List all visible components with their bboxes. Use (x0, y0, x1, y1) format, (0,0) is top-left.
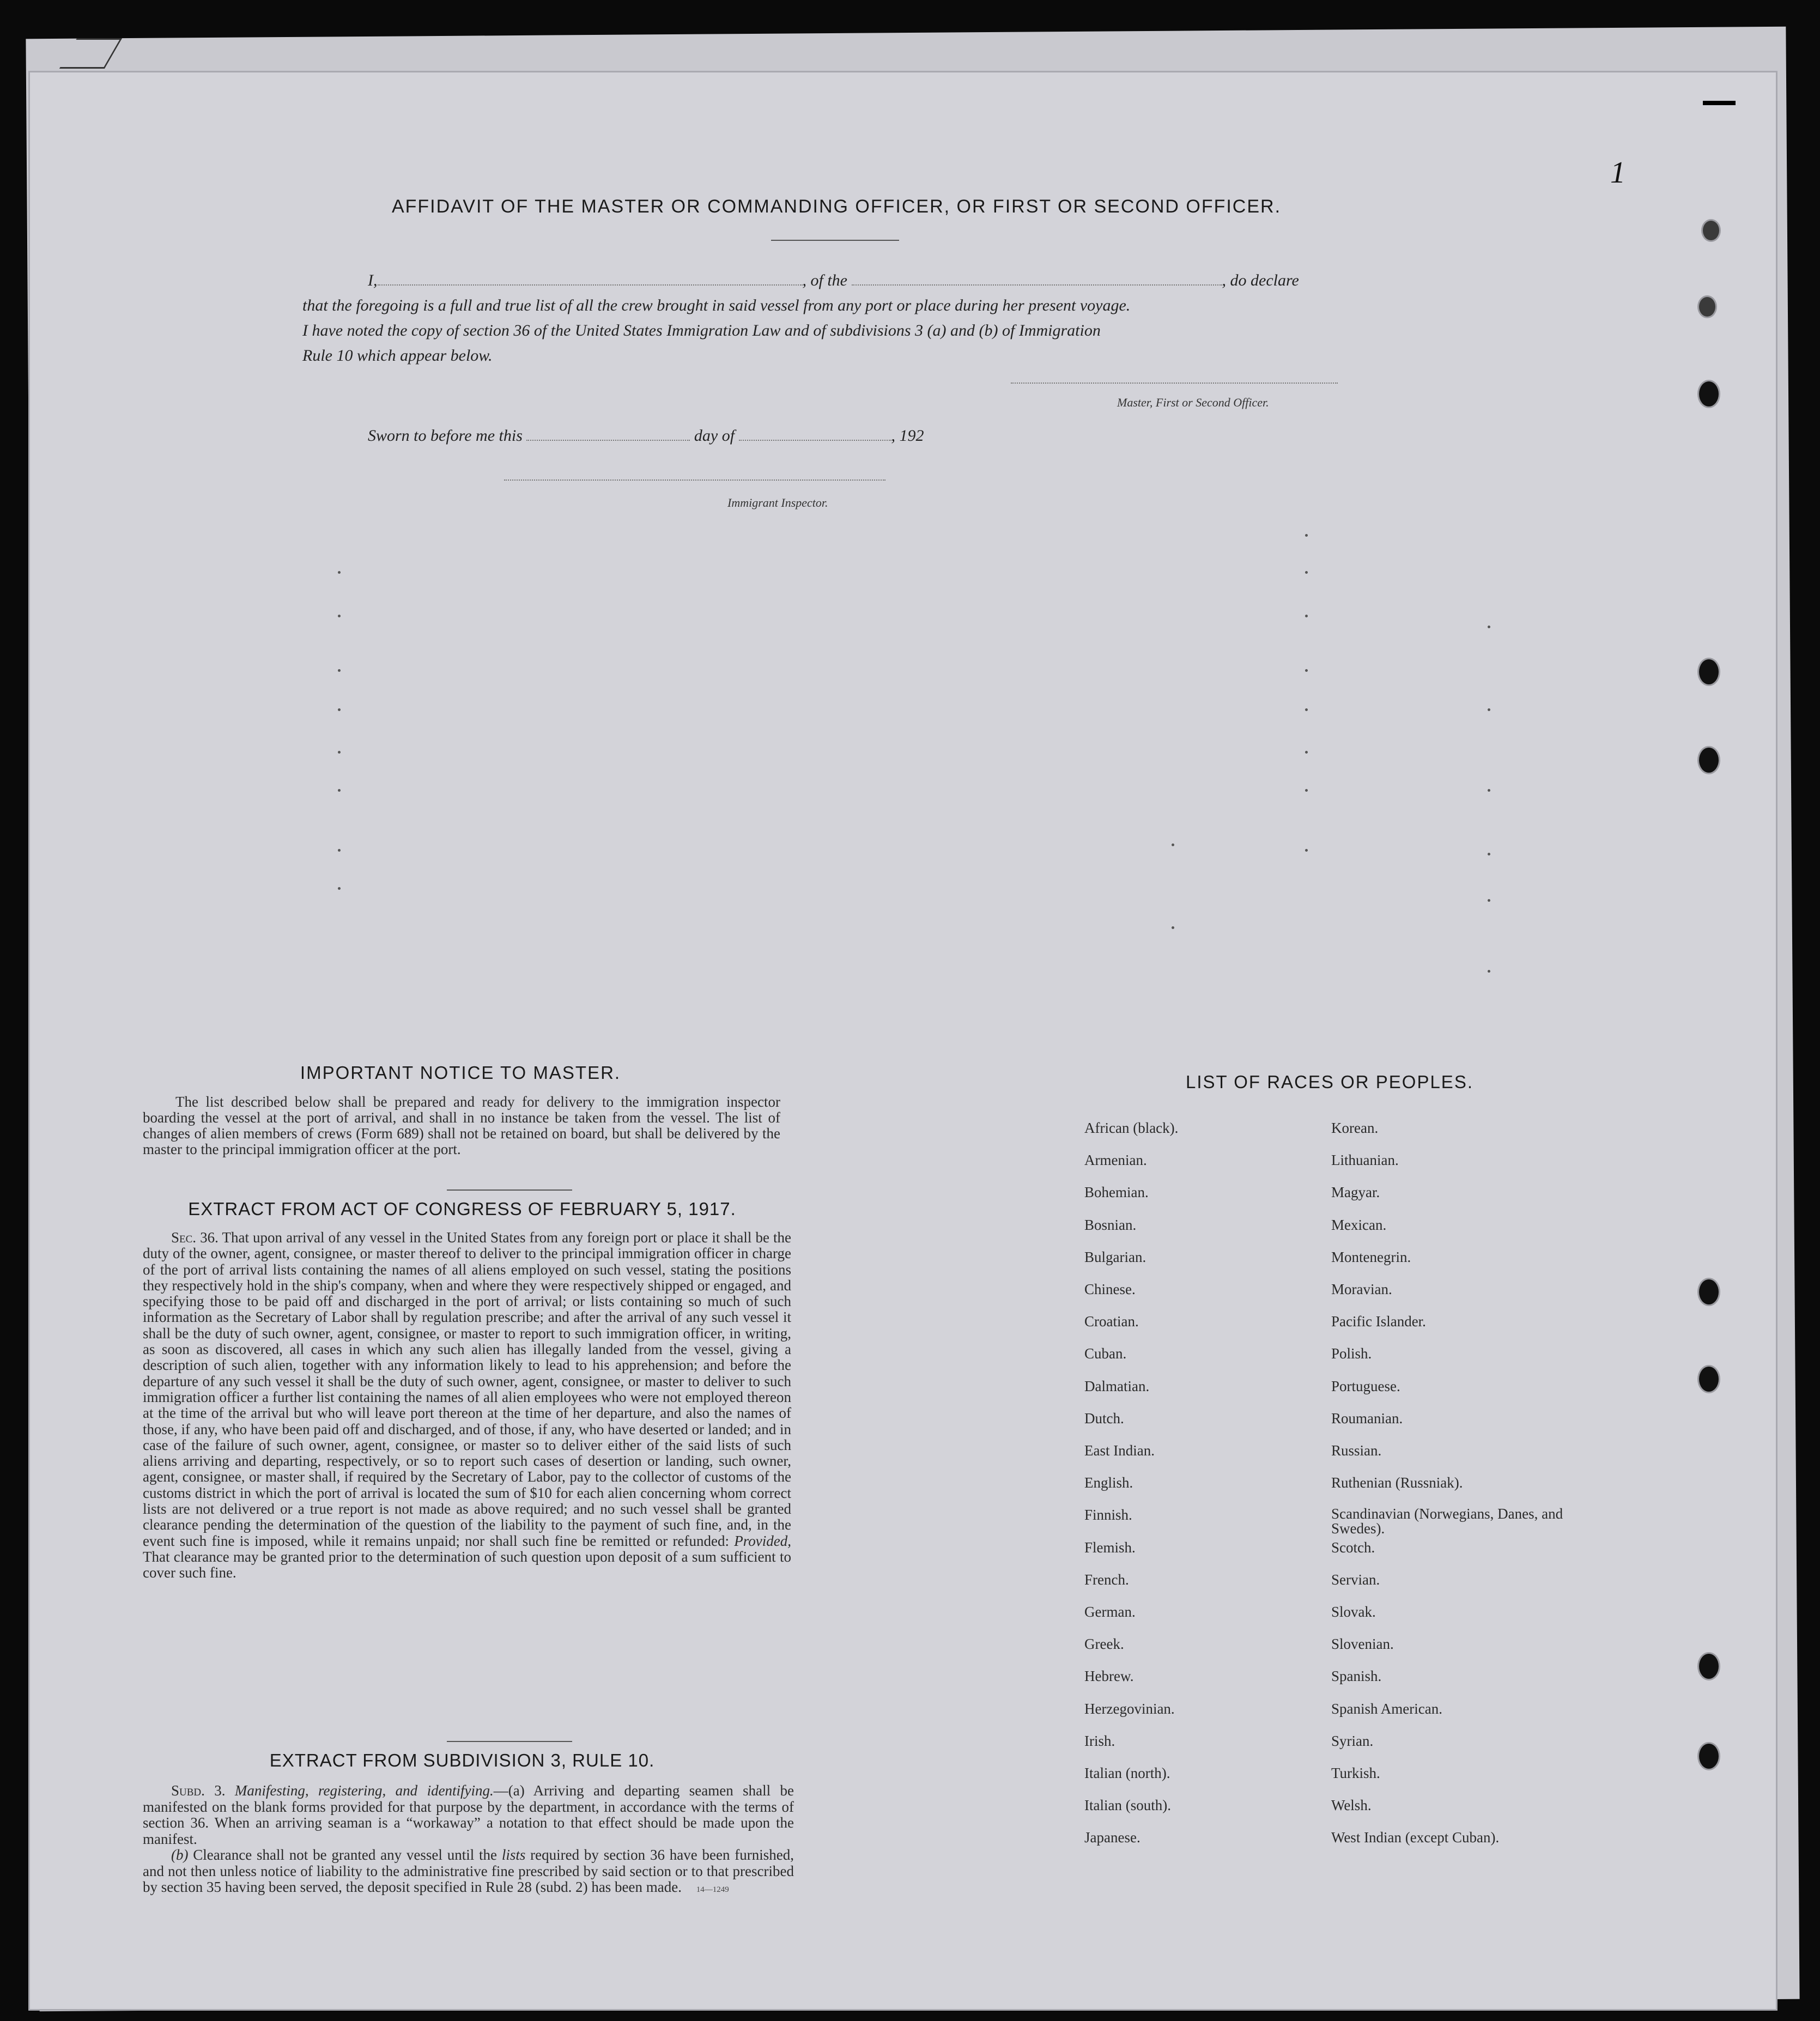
rule-subd-a (143, 1783, 794, 1847)
bleed-dot (1172, 843, 1174, 846)
race-item: Herzegovinian. (1084, 1700, 1175, 1717)
subd-b-lists: lists (501, 1847, 526, 1863)
race-item: French. (1084, 1571, 1129, 1588)
bleed-dot (338, 571, 341, 574)
race-item: Dutch. (1084, 1410, 1124, 1427)
name-blank[interactable] (378, 271, 803, 286)
vessel-blank[interactable] (852, 271, 1222, 286)
race-item: English. (1084, 1474, 1133, 1491)
bleed-dot (338, 615, 341, 617)
race-item: Dalmatian. (1084, 1377, 1150, 1394)
notice-rule (447, 1189, 572, 1191)
sworn-year: , 192 (891, 427, 924, 445)
race-item: Pacific Islander. (1331, 1313, 1426, 1330)
affidavit-line-4: Rule 10 which appear below. (302, 347, 493, 365)
race-item: German. (1084, 1604, 1136, 1620)
rule-title: EXTRACT FROM SUBDIVISION 3, RULE 10. (269, 1750, 655, 1770)
binder-hole (1699, 1279, 1719, 1304)
sworn-day-of: day of (694, 427, 735, 445)
notice-title: IMPORTANT NOTICE TO MASTER. (300, 1063, 621, 1083)
act-body-end: That clearance may be granted prior to the determination of such question upon deposit of a sum sufficient to cover such fine. (143, 1548, 791, 1581)
race-item: Russian. (1331, 1442, 1382, 1459)
page-edge-tab (1703, 101, 1736, 105)
bleed-dot (1305, 534, 1308, 537)
race-item: Moravian. (1331, 1281, 1392, 1297)
race-item: Armenian. (1084, 1152, 1147, 1169)
title-rule (771, 240, 899, 241)
binder-hole (1699, 1654, 1719, 1679)
race-item: Bulgarian. (1084, 1248, 1146, 1265)
race-item: West Indian (except Cuban). (1331, 1829, 1500, 1846)
bleed-dot (1488, 789, 1490, 792)
bleed-dot (1488, 626, 1490, 628)
race-item: East Indian. (1084, 1442, 1155, 1459)
bleed-dot (1305, 708, 1308, 711)
act-rule (447, 1741, 572, 1742)
bleed-dot (1488, 899, 1490, 902)
race-item: Montenegrin. (1331, 1248, 1411, 1265)
race-item: Magyar. (1331, 1184, 1380, 1201)
act-body: That upon arrival of any vessel in the United States from any foreign port or place it shall be the duty of the owner, agent, consignee, or master thereof to deliver to the principal immigration officer in charge of the port of arrival lists containing the names of all aliens employed on such vessel, stating the positions they respectively hold in the ship's company, when and where they were respectively shipped or engaged, and specifying those to be paid off and discharged in the port of arrival; or lists containing so much of such information as the Secretary of Labor shall by regulation prescribe; and after the arrival of any such vessel it shall be the duty of such owner, agent, consignee, or master to report to such immigration officer, in writing, as soon as discovered, all cases in which any such alien has illegally landed from the vessel, giving a description of such alien, together with any information likely to lead to his apprehension; and before the departure of any such vessel it shall be the duty of such owner, agent, consignee, or master to deliver to such immigration officer a further list containing the names of all alien employees who were not employed thereon at the time of the arrival but who will leave port thereon at the time of her departure, and also the names of those, if any, who have been paid off and discharged, and of those, if any, who have deserted or landed; and in case of the failure of such owner, agent, consignee, or master so to deliver either of the said lists of such aliens arriving and departing, respectively, or so to report such cases of desertion or landing, such owner, agent, consignee, or master shall, if required by the Secretary of Labor, pay to the collector of customs of the customs district in which the port of arrival is located the sum of $10 for each alien concerning whom correct lists are not delivered or a true report is not made as above required; and no such vessel shall be granted clearance pending the determination of the question of the liability to the payment of such fine, and, in the event such fine is imposed, while it remains unpaid; nor shall such fine be remitted or refunded: (143, 1229, 792, 1549)
bleed-dot (338, 849, 341, 852)
binder-hole (1699, 297, 1715, 317)
race-item: Portuguese. (1331, 1377, 1400, 1394)
race-item: Mexican. (1331, 1216, 1387, 1233)
act-title: EXTRACT FROM ACT OF CONGRESS OF FEBRUARY 5, 1917. (188, 1199, 736, 1219)
race-item: Welsh. (1331, 1797, 1372, 1814)
race-item: Italian (north). (1084, 1765, 1170, 1781)
race-item: Polish. (1331, 1345, 1372, 1362)
race-item: Scotch. (1331, 1539, 1375, 1556)
subd-b-text-2: required by section 36 have been furnished, and not then unless notice of liability to the administrative fine prescribed by said section or to that prescribed by section 35 having been served, the deposit specified in Rule 28 (subd. 2) has been made. (143, 1847, 794, 1895)
subd-b-label: (b) (171, 1847, 189, 1863)
bleed-dot (338, 669, 341, 672)
bleed-dot (1305, 849, 1308, 852)
race-item: Korean. (1331, 1120, 1379, 1136)
rule-subd-b (143, 1847, 794, 1898)
bleed-dot (338, 708, 341, 711)
race-item: Irish. (1084, 1732, 1115, 1749)
binder-hole (1699, 1744, 1719, 1769)
race-item: Servian. (1331, 1571, 1380, 1588)
bleed-dot (1305, 789, 1308, 792)
race-item: Croatian. (1084, 1313, 1139, 1330)
race-item: Spanish American. (1331, 1700, 1442, 1717)
page-number: 1 (1610, 156, 1625, 190)
bleed-dot (1305, 751, 1308, 754)
bleed-dot (1305, 615, 1308, 617)
rule-text (143, 1783, 794, 1898)
race-item: Hebrew. (1084, 1668, 1134, 1685)
race-item: Slovenian. (1331, 1636, 1394, 1653)
inspector-signature-line[interactable] (504, 478, 885, 481)
sworn-prefix: Sworn to before me this (368, 427, 523, 445)
bleed-dot (1172, 926, 1174, 929)
race-item: Cuban. (1084, 1345, 1127, 1362)
form-code: 14—1249 (696, 1885, 729, 1894)
bleed-dot (1488, 970, 1490, 973)
binder-hole (1699, 659, 1719, 684)
subd-a-label: —(a) (493, 1782, 525, 1799)
subd-label: Subd. 3. (171, 1782, 226, 1799)
bleed-dot (1305, 669, 1308, 672)
subd-heading: Manifesting, registering, and identifying. (234, 1782, 494, 1799)
master-signature-line[interactable] (1011, 381, 1338, 384)
race-item: Greek. (1084, 1636, 1124, 1653)
affidavit-body (302, 268, 1360, 368)
races-title: LIST OF RACES OR PEOPLES. (1185, 1072, 1474, 1092)
binder-hole (1699, 1367, 1719, 1392)
binder-hole (1699, 381, 1719, 406)
race-item: Scandinavian (Norwegians, Danes, and Swedes). (1331, 1506, 1563, 1537)
act-section-label: Sec. 36. (171, 1229, 219, 1246)
race-item: Finnish. (1084, 1507, 1132, 1524)
race-item: Ruthenian (Russniak). (1331, 1474, 1463, 1491)
bleed-dot (1488, 853, 1490, 855)
master-label: Master, First or Second Officer. (1117, 396, 1269, 409)
race-item: Japanese. (1084, 1829, 1140, 1846)
affidavit-title: AFFIDAVIT OF THE MASTER OR COMMANDING OFFICER, OR FIRST OR SECOND OFFICER. (391, 196, 1282, 217)
sworn-line (368, 427, 924, 445)
affidavit-line-3: I have noted the copy of section 36 of the United States Immigration Law and of subdivisions 3 (a) and (b) of Immigration (302, 321, 1101, 339)
bleed-dot (338, 789, 341, 792)
notice-body: The list described below shall be prepared and ready for delivery to the immigration inspector boarding the vessel at the port of arrival, and shall in no instance be taken from the vessel. The list of changes of alien members of crews (Form 689) shall not be retained on board, but shall be delivered by the master to the principal immigration officer at the port. (143, 1094, 780, 1157)
affidavit-line-1 (302, 268, 1360, 293)
race-item: Slovak. (1331, 1604, 1376, 1620)
act-text (143, 1230, 791, 1581)
race-item: Bosnian. (1084, 1216, 1137, 1233)
race-item: Bohemian. (1084, 1184, 1149, 1201)
race-item: Turkish. (1331, 1765, 1380, 1781)
race-item: Syrian. (1331, 1732, 1374, 1749)
act-provided: Provided, (734, 1532, 792, 1549)
declare-label: , do declare (1222, 271, 1299, 289)
bleed-dot (1305, 571, 1308, 574)
binder-hole (1703, 221, 1719, 240)
sworn-day-blank[interactable] (526, 427, 690, 441)
race-item: Lithuanian. (1331, 1152, 1399, 1169)
subd-a-text: Arriving and departing seamen shall be manifested on the blank forms provided for that purpose by the department, in accordance with the terms of section 36. When an arriving seaman is a “workaway” a notation to that effect should be made upon the manifest. (143, 1782, 794, 1847)
sworn-month-blank[interactable] (739, 427, 891, 441)
race-item: Spanish. (1331, 1668, 1382, 1685)
race-item: African (black). (1084, 1120, 1179, 1136)
race-item: Chinese. (1084, 1281, 1136, 1297)
notice-text (143, 1094, 780, 1157)
race-item: Flemish. (1084, 1539, 1136, 1556)
of-the-label: , of the (802, 271, 847, 289)
i-label: I, (368, 271, 378, 289)
race-item: Roumanian. (1331, 1410, 1403, 1427)
bleed-dot (338, 751, 341, 754)
race-item: Italian (south). (1084, 1797, 1171, 1814)
binder-hole (1699, 748, 1719, 773)
affidavit-line-2: that the foregoing is a full and true list of all the crew brought in said vessel from any port or place during her present voyage. (302, 296, 1131, 314)
inspector-label: Immigrant Inspector. (727, 496, 828, 509)
bleed-dot (338, 887, 341, 890)
bleed-dot (1488, 708, 1490, 711)
subd-b-text-1: Clearance shall not be granted any vessel until the (193, 1847, 497, 1863)
